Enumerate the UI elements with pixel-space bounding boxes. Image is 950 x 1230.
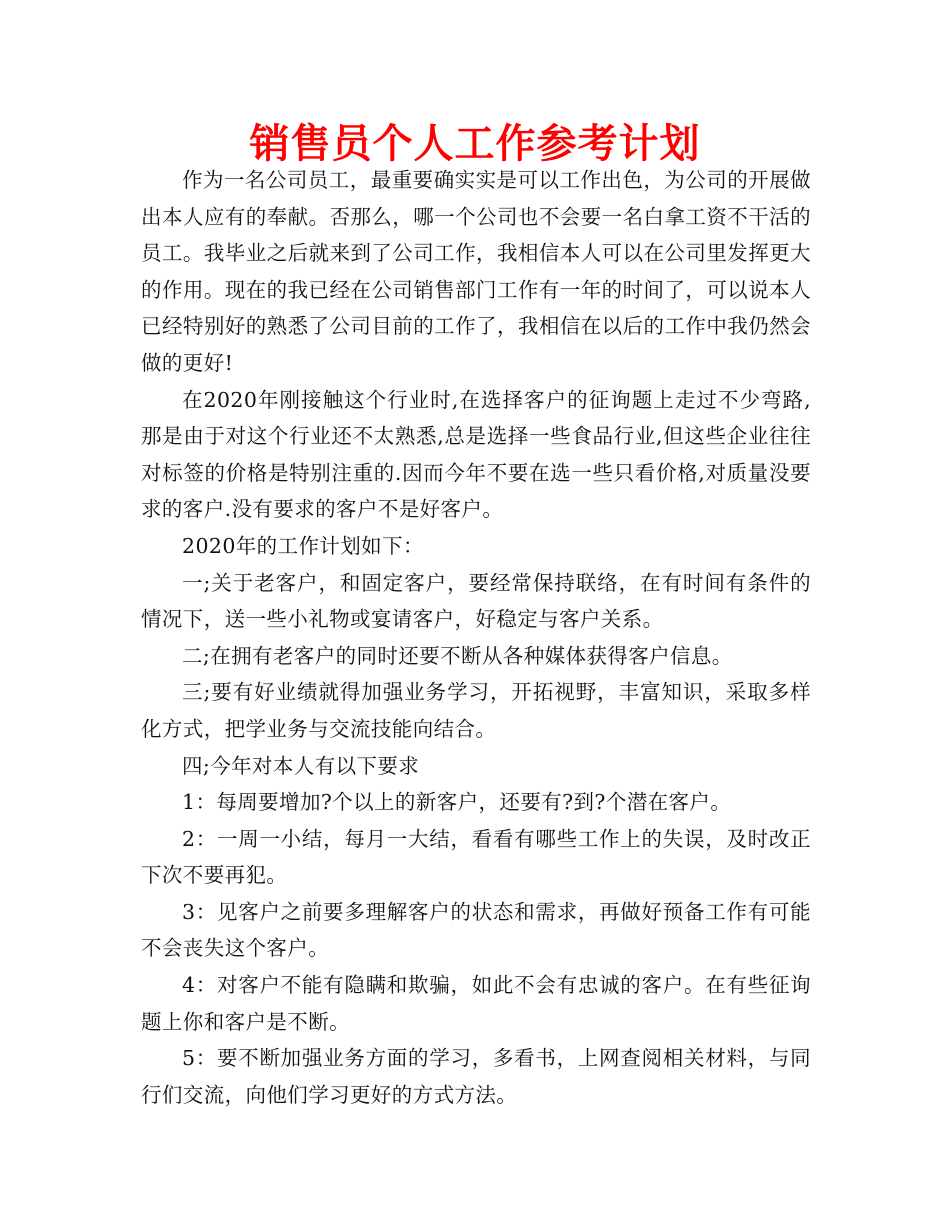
paragraph-plan-heading: 2020年的工作计划如下：: [182, 533, 424, 558]
document-title: 销售员个人工作参考计划: [249, 121, 701, 167]
paragraph-item-3: 三;要有好业绩就得加强业务学习，开拓视野，丰富知识，采取多样化方式，把学业务与交流技能向结合。: [141, 680, 811, 741]
paragraph-2020-experience: 在2020年刚接触这个行业时,在选择客户的征询题上走过不少弯路,那是由于对这个行业还不太熟悉,总是选择一些食品行业,但这些企业往往对标签的价格是特别注重的.因而今年不要在选一些只看价格,对质量没要求的客户.没有要求的客户不是好客户。: [141, 387, 811, 522]
paragraph-item-2: 二;在拥有老客户的同时还要不断从各种媒体获得客户信息。: [182, 643, 733, 668]
paragraph-item-1: 一;关于老客户，和固定客户，要经常保持联络，在有时间有条件的情况下，送一些小礼物或宴请客户，好稳定与客户关系。: [141, 570, 811, 632]
requirement-4: 4：对客户不能有隐瞒和欺骗，如此不会有忠诚的客户。在有些征询题上你和客户是不断。: [141, 973, 811, 1034]
paragraph-item-4: 四;今年对本人有以下要求: [182, 753, 420, 778]
paragraph-intro: 作为一名公司员工，最重要确实实是可以工作出色，为公司的开展做出本人应有的奉献。否那么，哪一个公司也不会要一名白拿工资不干活的员工。我毕业之后就来到了公司工作，我相信本人可以在公司里发挥更大的作用。现在的我已经在公司销售部门工作有一年的时间了，可以说本人已经特别好的熟悉了公司目前的工作了，我相信在以后的工作中我仍然会做的更好!: [141, 168, 811, 375]
document-body: [141, 162, 811, 1113]
requirement-1: 1：每周要增加?个以上的新客户，还要有?到?个潜在客户。: [182, 790, 732, 815]
requirement-3: 3：见客户之前要多理解客户的状态和需求，再做好预备工作有可能不会丧失这个客户。: [141, 899, 811, 961]
requirement-5: 5：要不断加强业务方面的学习，多看书，上网查阅相关材料，与同行们交流，向他们学习更好的方式方法。: [141, 1046, 811, 1107]
requirement-2: 2：一周一小结，每月一大结，看看有哪些工作上的失误，及时改正下次不要再犯。: [141, 826, 811, 888]
